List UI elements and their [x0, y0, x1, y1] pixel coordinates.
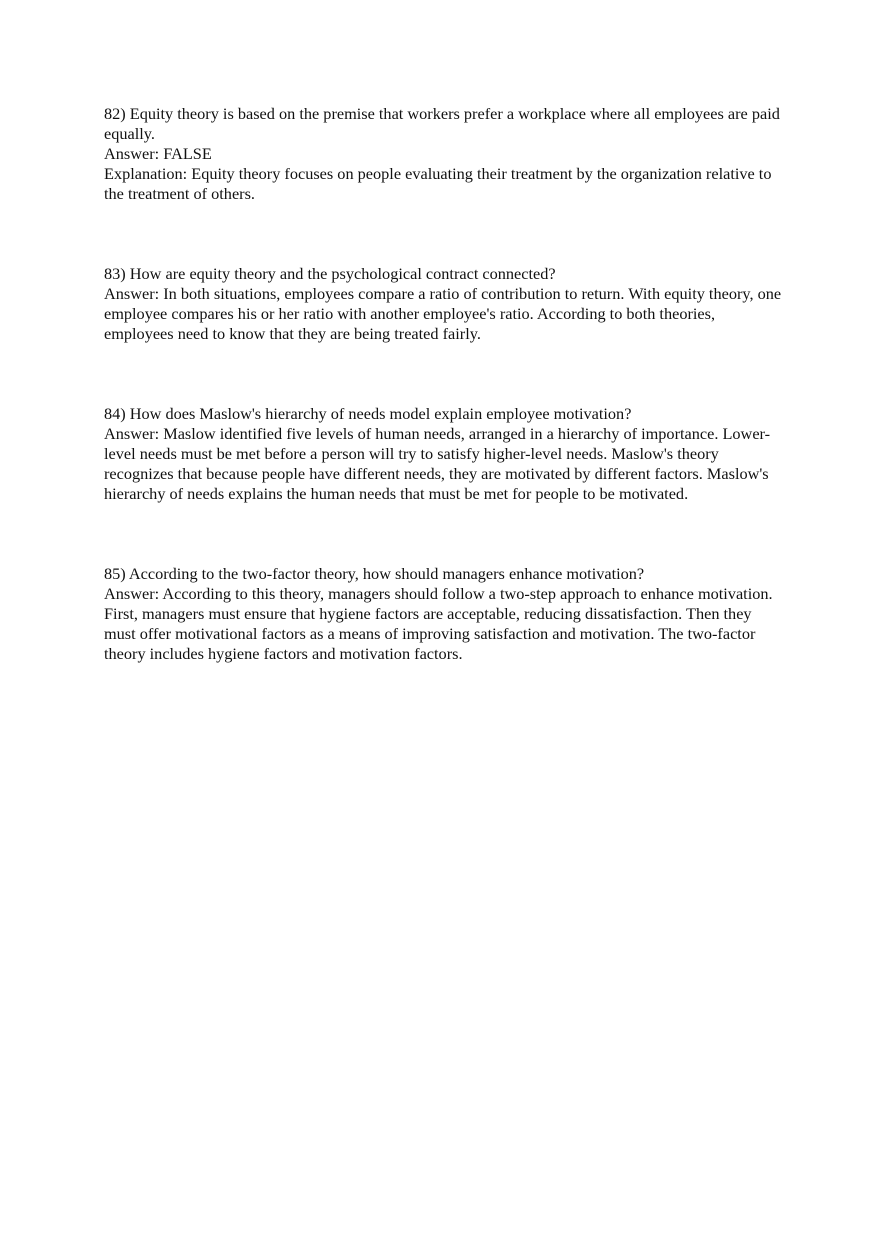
answer-text: Answer: According to this theory, managers should follow a two-step approach to enhance motivation. First, managers must ensure that hygiene factors are acceptable, reducing dissatisfaction. Then they must offer motivational factors as a means of improving satisfaction and motivation. The two-factor theory includes hygiene factors and motivation factors. — [104, 584, 773, 663]
question-block-82 — [104, 104, 784, 204]
question-block-85 — [104, 564, 784, 664]
question-text: 82) Equity theory is based on the premise that workers prefer a workplace where all employees are paid equally. — [104, 104, 780, 143]
question-text: 85) According to the two-factor theory, how should managers enhance motivation? — [104, 564, 645, 583]
question-block-84 — [104, 404, 784, 504]
question-text: 83) How are equity theory and the psychological contract connected? — [104, 264, 556, 283]
question-block-83 — [104, 264, 784, 344]
answer-text: Answer: FALSE — [104, 144, 212, 163]
document-page — [104, 104, 784, 724]
answer-text: Answer: Maslow identified five levels of human needs, arranged in a hierarchy of importance. Lower-level needs must be met before a person will try to satisfy higher-level needs. Maslow's theory recognizes that because people have different needs, they are motivated by different factors. Maslow's hierarchy of needs explains the human needs that must be met for people to be motivated. — [104, 424, 771, 503]
question-text: 84) How does Maslow's hierarchy of needs model explain employee motivation? — [104, 404, 632, 423]
explanation-text: Explanation: Equity theory focuses on people evaluating their treatment by the organization relative to the treatment of others. — [104, 164, 772, 203]
answer-text: Answer: In both situations, employees compare a ratio of contribution to return. With equity theory, one employee compares his or her ratio with another employee's ratio. According to both theories, employees need to know that they are being treated fairly. — [104, 284, 782, 343]
